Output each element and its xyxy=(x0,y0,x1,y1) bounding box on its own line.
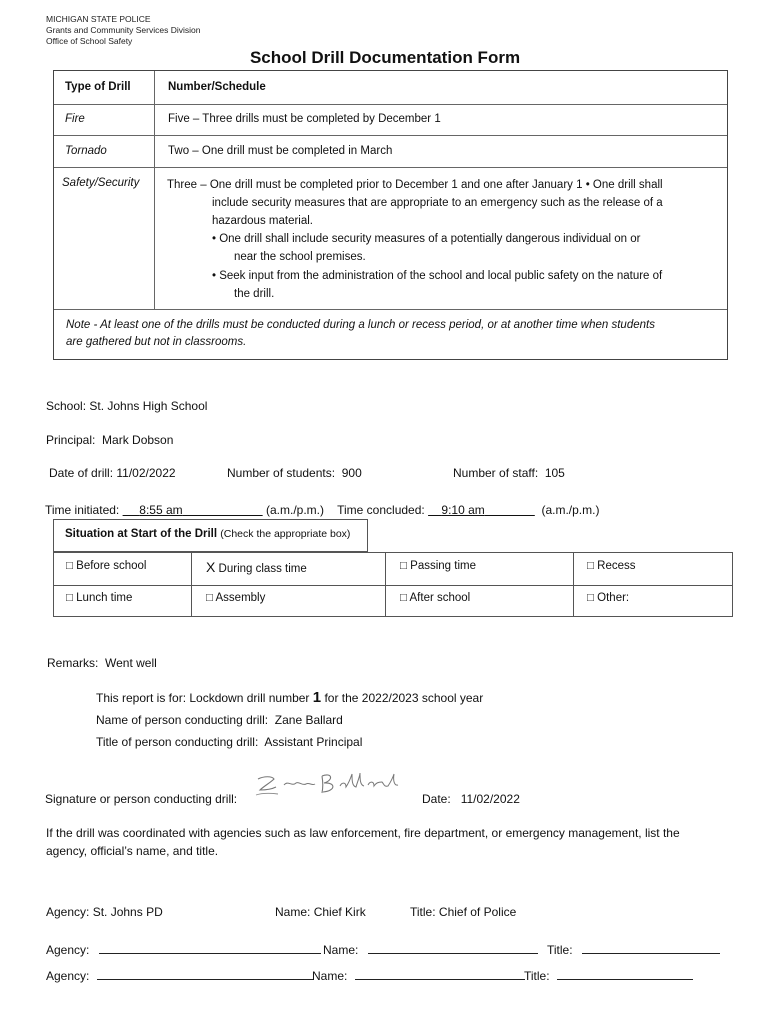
title-value: Chief of Police xyxy=(438,905,517,919)
title-label: Title: xyxy=(547,943,573,957)
conductor-name-value: Zane Ballard xyxy=(274,713,343,727)
agency-1-title xyxy=(410,905,516,919)
agency-1-name xyxy=(275,905,366,919)
school-label: School: xyxy=(46,399,87,413)
students-value: 900 xyxy=(341,466,362,480)
agency-label: Agency: xyxy=(46,943,90,957)
remarks-row xyxy=(47,656,157,670)
checkbox-lunch-time[interactable]: □ Lunch time xyxy=(66,592,133,604)
situation-heading: Situation at Start of the Drill (Check the appropriate box) xyxy=(65,528,351,540)
conductor-title-label: Title of person conducting drill: xyxy=(96,735,259,749)
agency-2-name xyxy=(323,941,538,957)
checkbox-before-school[interactable]: □ Before school xyxy=(66,560,147,572)
staff-row xyxy=(453,466,565,480)
drill-type-tornado: Tornado xyxy=(65,145,107,157)
agency-blank-line[interactable] xyxy=(97,967,313,980)
drill-note: are gathered but not in classrooms. xyxy=(66,336,247,348)
drill-type-fire: Fire xyxy=(65,113,85,125)
agency-2 xyxy=(46,941,321,957)
number-schedule-header: Number/Schedule xyxy=(168,81,266,93)
name-blank-line[interactable] xyxy=(368,941,538,954)
time-row xyxy=(45,503,599,517)
checkbox-other[interactable]: □ Other: xyxy=(587,592,630,604)
checkbox-recess[interactable]: □ Recess xyxy=(587,560,636,572)
handwritten-signature xyxy=(252,768,412,806)
type-of-drill-header: Type of Drill xyxy=(65,81,131,93)
conductor-name-row xyxy=(96,713,343,727)
name-blank-line[interactable] xyxy=(355,967,525,980)
time-initiated-label: Time initiated: xyxy=(45,503,120,517)
drill-schedule-safety-line: hazardous material. xyxy=(212,215,313,227)
ampm-initiated: (a.m./p.m.) xyxy=(265,503,324,517)
agency-value: St. Johns PD xyxy=(92,905,163,919)
signature-date-row xyxy=(422,792,520,806)
checkbox-assembly[interactable]: □ Assembly xyxy=(206,592,266,604)
conductor-name-label: Name of person conducting drill: xyxy=(96,713,269,727)
agency-2-title xyxy=(547,941,720,957)
drill-number: 1 xyxy=(312,689,322,706)
name-label: Name: xyxy=(323,943,359,957)
agency-1 xyxy=(46,905,163,919)
remarks-value: Went well xyxy=(105,656,157,670)
drill-schedule-safety-line: near the school premises. xyxy=(234,251,366,263)
agency-3-name xyxy=(312,967,525,983)
report-line xyxy=(96,689,483,706)
title-blank-line[interactable] xyxy=(557,967,693,980)
agency-blank-line[interactable] xyxy=(99,941,321,954)
principal-value: Mark Dobson xyxy=(102,433,174,447)
school-row xyxy=(46,399,207,413)
agency-3 xyxy=(46,967,313,983)
report-suffix: for the 2022/2023 school year xyxy=(324,691,484,705)
time-concluded-label: Time concluded: xyxy=(337,503,425,517)
date-row xyxy=(49,466,176,480)
students-row xyxy=(227,466,362,480)
students-label: Number of students: xyxy=(227,466,336,480)
drill-note: Note - At least one of the drills must be conducted during a lunch or recess period, or at another time when students xyxy=(66,319,655,331)
checkbox-passing-time[interactable]: □ Passing time xyxy=(400,560,476,572)
signature-date-label: Date: xyxy=(422,792,451,806)
name-label: Name: xyxy=(275,905,311,919)
checkbox-during-class-time[interactable]: X During class time xyxy=(206,559,307,575)
situation-table xyxy=(53,519,733,617)
agency-instructions: If the drill was coordinated with agencies such as law enforcement, fire department, or emergency management, list the xyxy=(46,826,680,840)
drill-schedule-fire: Five – Three drills must be completed by December 1 xyxy=(168,113,441,125)
drill-schedule-safety-line: • One drill shall include security measures of a potentially dangerous individual on or xyxy=(212,233,641,245)
conductor-title-value: Assistant Principal xyxy=(264,735,363,749)
ampm-concluded: (a.m./p.m.) xyxy=(541,503,600,517)
staff-value: 105 xyxy=(544,466,565,480)
drill-schedule-safety-line: Three – One drill must be completed prior to December 1 and one after January 1 • One drill shall xyxy=(167,179,663,191)
name-label: Name: xyxy=(312,969,348,983)
drill-schedule-safety-line: include security measures that are appropriate to an emergency such as the release of a xyxy=(212,197,663,209)
principal-row xyxy=(46,433,173,447)
date-label: Date of drill: xyxy=(49,466,114,480)
agency-3-title xyxy=(524,967,693,983)
title-label: Title: xyxy=(410,905,436,919)
remarks-label: Remarks: xyxy=(47,656,99,670)
drill-schedule-safety-line: the drill. xyxy=(234,288,275,300)
school-value: St. Johns High School xyxy=(89,399,208,413)
conductor-title-row xyxy=(96,735,362,749)
signature-label: Signature or person conducting drill: xyxy=(45,792,238,806)
drill-requirements-table xyxy=(53,70,728,360)
date-value: 11/02/2022 xyxy=(116,466,176,480)
division-name: Grants and Community Services Division xyxy=(46,25,201,35)
title-label: Title: xyxy=(524,969,550,983)
agency-label: Agency: xyxy=(46,969,90,983)
name-value: Chief Kirk xyxy=(313,905,366,919)
drill-schedule-tornado: Two – One drill must be completed in March xyxy=(168,145,393,157)
checkbox-after-school[interactable]: □ After school xyxy=(400,592,471,604)
drill-schedule-safety-line: • Seek input from the administration of the school and local public safety on the nature of xyxy=(212,270,663,282)
title-blank-line[interactable] xyxy=(582,941,720,954)
agency-label: Agency: xyxy=(46,905,90,919)
drill-type-safety: Safety/Security xyxy=(62,177,140,189)
report-prefix: This report is for: Lockdown drill number xyxy=(96,691,310,705)
office-name: Office of School Safety xyxy=(46,36,133,46)
principal-label: Principal: xyxy=(46,433,96,447)
signature-date-value: 11/02/2022 xyxy=(460,792,520,806)
staff-label: Number of staff: xyxy=(453,466,539,480)
time-initiated-value: 8:55 am xyxy=(139,503,183,517)
time-concluded-value: 9:10 am xyxy=(441,503,485,517)
agency-instructions: agency, official’s name, and title. xyxy=(46,844,219,858)
form-title: School Drill Documentation Form xyxy=(249,48,521,67)
agency-name: MICHIGAN STATE POLICE xyxy=(46,14,151,24)
